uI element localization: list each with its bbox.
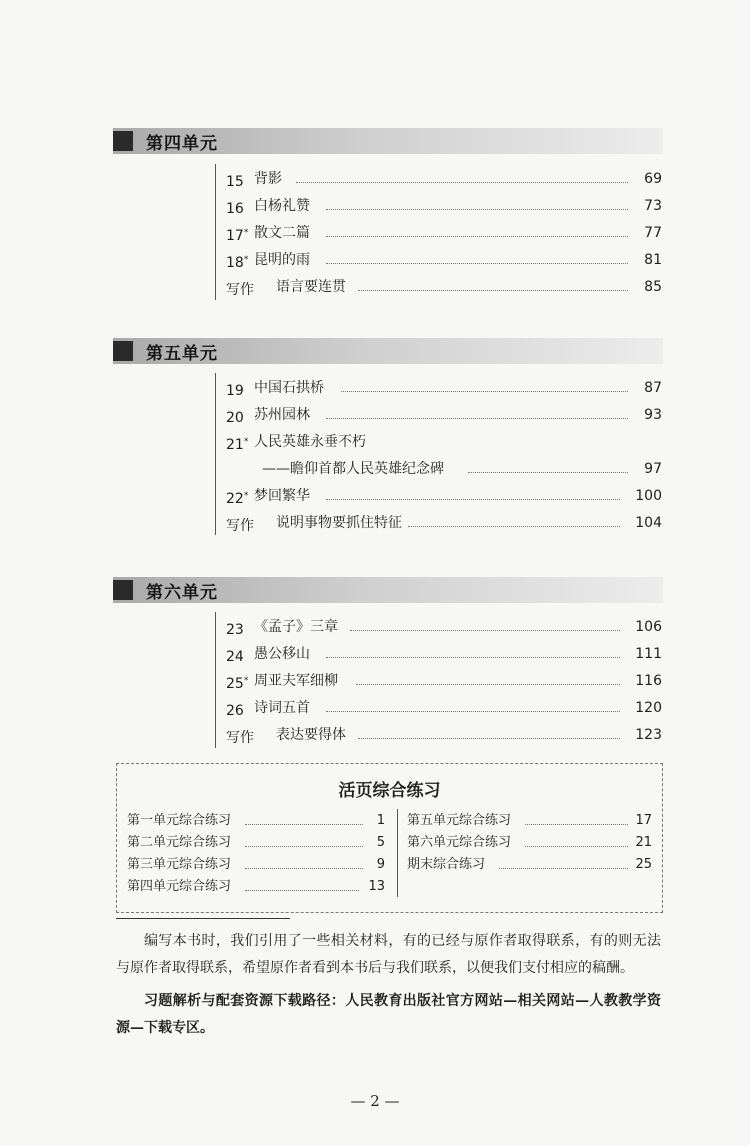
practice-label: 第二单元综合练习	[127, 835, 232, 850]
leader-dots	[525, 846, 628, 847]
leader-dots	[499, 868, 628, 869]
page-ref: 21	[635, 835, 652, 850]
lesson-subtitle: ——瞻仰首都人民英雄纪念碑	[262, 461, 444, 477]
leader-dots	[356, 684, 620, 685]
leader-dots	[245, 890, 359, 891]
toc-entry[interactable]	[226, 511, 666, 535]
page-ref: 81	[644, 252, 662, 268]
leader-dots	[358, 738, 620, 739]
unit-title: 第四单元	[146, 134, 218, 154]
lesson-number: 24	[226, 649, 244, 665]
page-ref: 85	[644, 279, 662, 295]
practice-label: 第五单元综合练习	[407, 813, 512, 828]
leader-dots	[350, 630, 620, 631]
leader-dots	[468, 472, 628, 473]
page-ref: 69	[644, 171, 662, 187]
unit-6-toc	[215, 612, 666, 748]
toc-entry[interactable]	[226, 484, 666, 508]
leader-dots	[326, 209, 628, 210]
page-ref: 104	[635, 515, 662, 531]
toc-entry[interactable]	[226, 403, 666, 427]
lesson-star: *	[243, 228, 249, 238]
page-ref: 1	[376, 813, 385, 828]
toc-entry[interactable]	[226, 167, 666, 191]
page-ref: 116	[635, 673, 662, 689]
toc-entry[interactable]	[226, 642, 666, 666]
page-ref: 17	[635, 813, 652, 828]
toc-entry[interactable]	[226, 669, 666, 693]
leader-dots	[326, 657, 620, 658]
lesson-number: 25	[226, 676, 244, 692]
lesson-number: 17	[226, 228, 244, 244]
unit-marker-square	[113, 131, 133, 151]
practice-title: 活页综合练习	[338, 781, 441, 801]
leader-dots	[326, 418, 628, 419]
practice-label: 第三单元综合练习	[127, 857, 232, 872]
lesson-title: 《孟子》三章	[254, 619, 338, 635]
leader-dots	[326, 263, 628, 264]
toc-entry[interactable]	[226, 615, 666, 639]
toc-entry[interactable]	[226, 723, 666, 747]
page-ref: 73	[644, 198, 662, 214]
toc-entry[interactable]	[226, 430, 666, 454]
practice-entry[interactable]	[407, 811, 652, 831]
unit-marker-square	[113, 341, 133, 361]
footnote-rule	[116, 918, 290, 919]
toc-entry[interactable]	[226, 376, 666, 400]
toc-entry[interactable]	[226, 248, 666, 272]
practice-label: 期末综合练习	[407, 857, 486, 872]
practice-label: 第六单元综合练习	[407, 835, 512, 850]
unit-header-6	[113, 577, 663, 603]
unit-title: 第六单元	[146, 583, 218, 603]
lesson-number: 18	[226, 255, 244, 271]
practice-exercises-box	[116, 763, 663, 913]
toc-entry[interactable]	[226, 275, 666, 299]
leader-dots	[326, 711, 620, 712]
lesson-title: 中国石拱桥	[254, 380, 324, 396]
unit-4-toc	[215, 164, 666, 300]
lesson-title: 背影	[254, 171, 282, 187]
page-ref: 25	[635, 857, 652, 872]
practice-entry[interactable]	[127, 855, 385, 875]
lesson-star: *	[243, 437, 249, 447]
practice-entry[interactable]	[127, 811, 385, 831]
leader-dots	[245, 868, 363, 869]
practice-label: 第四单元综合练习	[127, 879, 232, 894]
lesson-number: 23	[226, 622, 244, 638]
unit-marker-square	[113, 580, 133, 600]
lesson-number: 21	[226, 437, 244, 453]
column-divider	[397, 809, 398, 897]
page-ref: 93	[644, 407, 662, 423]
lesson-number: 写作	[226, 518, 254, 534]
lesson-title: 昆明的雨	[254, 252, 310, 268]
page-ref: 97	[644, 461, 662, 477]
page-number: — 2 —	[350, 1092, 400, 1110]
copyright-note: 编写本书时，我们引用了一些相关材料，有的已经与原作者取得联系，有的则无法与原作者取得联系，希望原作者看到本书后与我们联系，以便我们支付相应的稿酬。	[116, 933, 661, 976]
page-ref: 123	[635, 727, 662, 743]
page-ref: 120	[635, 700, 662, 716]
page-ref: 9	[376, 857, 385, 872]
toc-entry[interactable]	[226, 221, 666, 245]
lesson-title: 表达要得体	[276, 727, 346, 743]
resource-download-path: 习题解析与配套资源下载路径：人民教育出版社官方网站—相关网站—人教教学资源—下载专区。	[116, 993, 661, 1036]
leader-dots	[525, 824, 628, 825]
practice-label: 第一单元综合练习	[127, 813, 232, 828]
lesson-title: 语言要连贯	[276, 279, 346, 295]
lesson-title: 诗词五首	[254, 700, 310, 716]
page-ref: 87	[644, 380, 662, 396]
leader-dots	[341, 391, 628, 392]
practice-entry[interactable]	[407, 855, 652, 875]
leader-dots	[296, 182, 628, 183]
lesson-star: *	[243, 491, 249, 501]
lesson-star: *	[243, 676, 249, 686]
leader-dots	[326, 499, 620, 500]
lesson-title: 周亚夫军细柳	[254, 673, 338, 689]
lesson-number: 26	[226, 703, 244, 719]
lesson-number: 16	[226, 201, 244, 217]
lesson-title: 说明事物要抓住特征	[276, 515, 402, 531]
lesson-number: 写作	[226, 730, 254, 746]
leader-dots	[358, 290, 628, 291]
practice-entry[interactable]	[127, 877, 385, 897]
lesson-title: 梦回繁华	[254, 488, 310, 504]
unit-title: 第五单元	[146, 344, 218, 364]
unit-header-4	[113, 128, 663, 154]
toc-entry[interactable]	[226, 696, 666, 720]
leader-dots	[245, 824, 363, 825]
leader-dots	[326, 236, 628, 237]
toc-entry[interactable]	[226, 194, 666, 218]
page-ref: 77	[644, 225, 662, 241]
toc-entry-subtitle[interactable]	[226, 457, 666, 481]
page-ref: 111	[635, 646, 662, 662]
lesson-star: *	[243, 255, 249, 265]
leader-dots	[408, 526, 620, 527]
lesson-title: 人民英雄永垂不朽	[254, 434, 366, 450]
unit-5-toc	[215, 373, 666, 535]
lesson-number: 20	[226, 410, 244, 426]
lesson-number: 22	[226, 491, 244, 507]
page-ref: 13	[368, 879, 385, 894]
leader-dots	[245, 846, 363, 847]
lesson-title: 散文二篇	[254, 225, 310, 241]
lesson-title: 苏州园林	[254, 407, 310, 423]
page-ref: 106	[635, 619, 662, 635]
lesson-title: 白杨礼赞	[254, 198, 310, 214]
lesson-title: 愚公移山	[254, 646, 310, 662]
lesson-number: 15	[226, 174, 244, 190]
unit-header-5	[113, 338, 663, 364]
practice-entry[interactable]	[407, 833, 652, 853]
page-ref: 100	[635, 488, 662, 504]
lesson-number: 写作	[226, 282, 254, 298]
page-ref: 5	[376, 835, 385, 850]
lesson-number: 19	[226, 383, 244, 399]
practice-entry[interactable]	[127, 833, 385, 853]
